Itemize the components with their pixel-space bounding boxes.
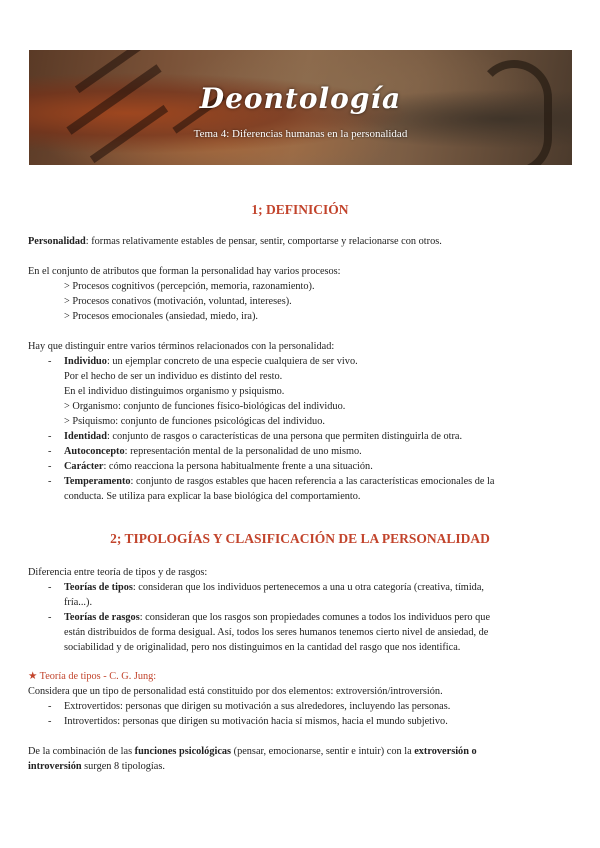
rasgos-line: están distribuidos de forma desigual. Así, todos los seres humanos tenemos cierto nivel de ansiedad, de (64, 627, 489, 638)
combination-paragraph: De la combinación de las funciones psicológicas (pensar, emocionarse, sentir e intuir) con la extroversión o (28, 746, 477, 757)
individuo-line: > Psiquismo: conjunto de funciones psicológicas del individuo. (64, 416, 325, 427)
individuo-line: En el individuo distinguimos organismo y psiquismo. (64, 386, 285, 397)
section1-heading: 1; DEFINICIÓN (251, 202, 349, 217)
page-title: Deontología (199, 82, 402, 115)
individuo-line: Por el hecho de ser un individuo es distinto del resto. (64, 371, 283, 382)
bullet: - (48, 716, 52, 727)
extrovertidos-item: Extrovertidos: personas que dirigen su motivación a sus alrededores, incluyendo las personas. (64, 701, 451, 712)
jung-intro: Considera que un tipo de personalidad está constituido por dos elementos: extroversión/introversión. (28, 686, 443, 697)
term-temperamento: Temperamento: conjunto de rasgos estables que hacen referencia a las características emocionales de la (64, 476, 495, 487)
processes-intro: En el conjunto de atributos que forman la personalidad hay varios procesos: (28, 266, 341, 277)
rasgos-line: sociabilidad y de originalidad, pero nos distinguimos en la cantidad del rasgo que nos identifica. (64, 642, 461, 653)
term-teorias-rasgos: Teorías de rasgos: consideran que los rasgos son propiedades comunes a todos los individuos pero que (64, 612, 491, 623)
section2-heading: 2; TIPOLOGÍAS Y CLASIFICACIÓN DE LA PERSONALIDAD (110, 531, 490, 546)
term-caracter: Carácter: cómo reacciona la persona habitualmente frente a una situación. (64, 461, 373, 472)
temperamento-line: conducta. Se utiliza para explicar la base biológica del comportamiento. (64, 491, 361, 502)
jung-heading: ★ Teoría de tipos - C. G. Jung: (28, 671, 157, 682)
bullet: - (48, 582, 52, 593)
process-item: > Procesos conativos (motivación, voluntad, intereses). (64, 296, 292, 307)
types-intro: Diferencia entre teoría de tipos y de rasgos: (28, 567, 208, 578)
combination-paragraph-cont: introversión surgen 8 tipologías. (28, 761, 165, 772)
term-identidad: Identidad: conjunto de rasgos o características de una persona que permiten distinguirla de otra. (64, 431, 463, 442)
term-autoconcepto: Autoconcepto: representación mental de la personalidad de uno mismo. (64, 446, 362, 457)
def-personalidad: Personalidad: formas relativamente estables de pensar, sentir, comportarse y relacionarse con otros. (28, 236, 442, 247)
term-individuo: Individuo: un ejemplar concreto de una especie cualquiera de ser vivo. (64, 356, 358, 367)
bullet: - (48, 701, 52, 712)
bullet: - (48, 612, 52, 623)
bullet: - (48, 356, 52, 367)
header-banner (29, 50, 572, 165)
individuo-line: > Organismo: conjunto de funciones físico-biológicas del individuo. (64, 401, 346, 412)
bullet: - (48, 461, 52, 472)
process-item: > Procesos cognitivos (percepción, memoria, razonamiento). (64, 281, 315, 292)
tipos-line: fría...). (64, 597, 93, 608)
bullet: - (48, 476, 52, 487)
term-teorias-tipos: Teorías de tipos: consideran que los individuos pertenecemos a una u otra categoría (creativa, tímida, (64, 582, 484, 593)
bullet: - (48, 431, 52, 442)
terms-intro: Hay que distinguir entre varios términos relacionados con la personalidad: (28, 341, 335, 352)
bullet: - (48, 446, 52, 457)
introvertidos-item: Introvertidos: personas que dirigen su motivación hacia sí mismos, hacia el mundo subjetivo. (64, 716, 448, 727)
process-item: > Procesos emocionales (ansiedad, miedo, ira). (64, 311, 258, 322)
page-subtitle: Tema 4: Diferencias humanas en la personalidad (193, 128, 408, 140)
